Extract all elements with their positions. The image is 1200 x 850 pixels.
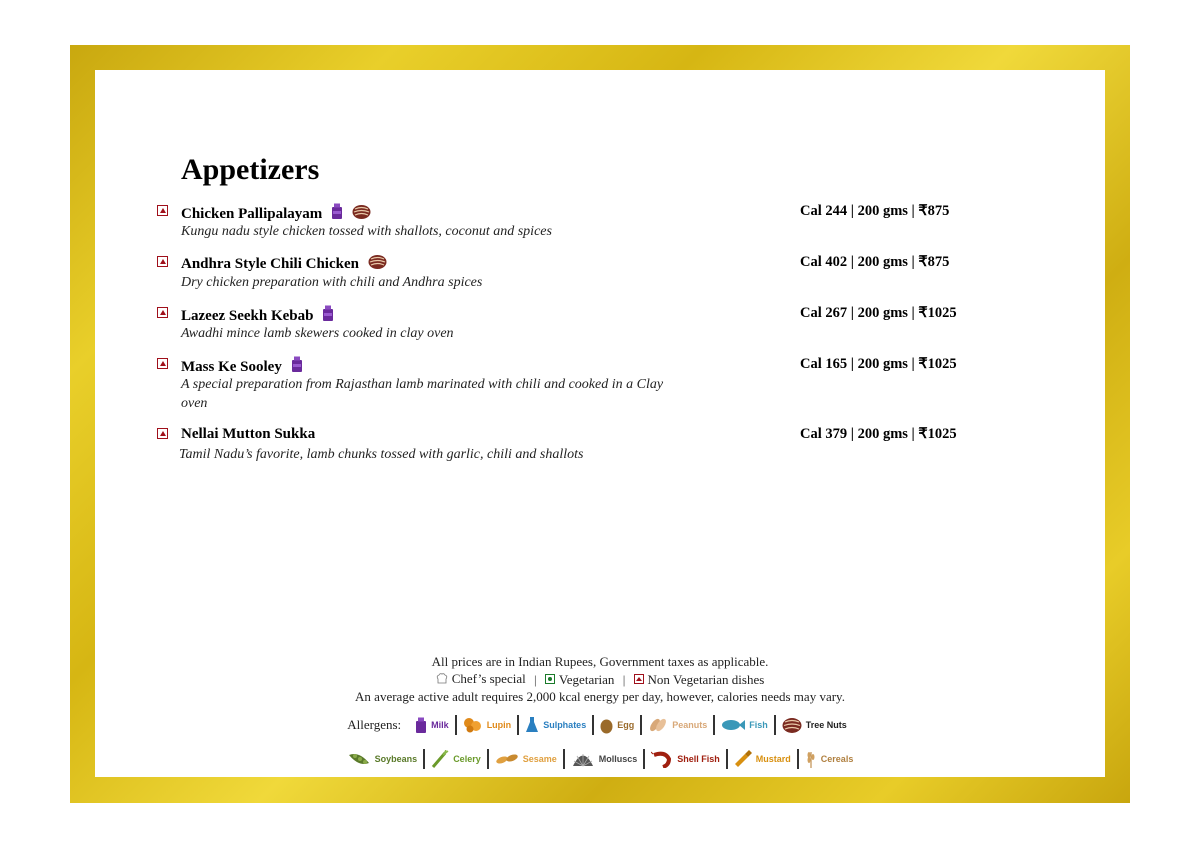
allergen-label: Egg <box>617 720 635 730</box>
allergen-lupin <box>457 715 520 735</box>
fish-icon <box>721 718 745 732</box>
allergen-legend-row <box>95 749 1105 769</box>
menu-page <box>95 70 1105 777</box>
allergen-label: Fish <box>749 720 768 730</box>
milk-icon <box>415 717 427 734</box>
allergen-label: Shell Fish <box>677 754 720 764</box>
allergen-mustard <box>728 749 799 769</box>
mustard-icon <box>734 750 752 768</box>
item-meta: Cal 244 | 200 gms | ₹875 <box>800 203 950 219</box>
allergen-shell-fish <box>645 749 728 769</box>
non-veg-marker-icon <box>157 256 168 267</box>
chef-special-label: Chef’s special <box>451 671 526 686</box>
allergen-label: Mustard <box>755 754 791 764</box>
allergen-label: Cereals <box>820 754 854 764</box>
allergen-label: Tree Nuts <box>805 720 847 730</box>
allergen-label: Celery <box>453 754 481 764</box>
non-veg-marker-icon <box>634 674 644 684</box>
allergen-sulphates <box>519 715 594 735</box>
price-note: All prices are in Indian Rupees, Government taxes as applicable. <box>431 654 769 669</box>
soybeans-icon <box>347 751 371 767</box>
non-veg-marker-icon <box>157 307 168 318</box>
section-title: Appetizers <box>181 153 320 186</box>
item-description: Dry chicken preparation with chili and Andhra spices <box>181 275 483 290</box>
allergen-peanuts <box>642 715 715 735</box>
tree-nuts-icon <box>368 254 387 275</box>
allergen-fish <box>715 715 776 735</box>
item-meta: Cal 267 | 200 gms | ₹1025 <box>800 305 957 321</box>
item-name: Chicken Pallipalayam <box>181 206 323 222</box>
divider: | <box>533 672 537 687</box>
allergen-cereals <box>799 749 860 769</box>
allergen-label: Sulphates <box>543 720 587 730</box>
allergen-sesame <box>489 749 565 769</box>
allergen-tree-nuts <box>776 715 853 735</box>
item-description: Kungu nadu style chicken tossed with shallots, coconut and spices <box>181 224 552 239</box>
item-meta: Cal 402 | 200 gms | ₹875 <box>800 254 950 270</box>
chef-hat-icon <box>436 673 448 684</box>
allergen-label: Milk <box>431 720 449 730</box>
item-name: Andhra Style Chili Chicken <box>181 256 359 272</box>
egg-icon <box>600 717 613 734</box>
item-name: Lazeez Seekh Kebab <box>181 308 314 324</box>
allergen-label: Sesame <box>522 754 557 764</box>
item-name: Mass Ke Sooley <box>181 359 282 375</box>
item-description: Awadhi mince lamb skewers cooked in clay oven <box>181 326 454 341</box>
item-meta: Cal 379 | 200 gms | ₹1025 <box>800 426 957 442</box>
veg-marker-icon <box>545 674 555 684</box>
item-description: A special preparation from Rajasthan lamb marinated with chili and cooked in a Clay oven <box>181 377 664 411</box>
peanuts-icon <box>648 717 668 733</box>
item-meta: Cal 165 | 200 gms | ₹1025 <box>800 356 957 372</box>
footer-notes <box>95 653 1105 705</box>
allergen-legend-row <box>95 715 1105 735</box>
allergen-molluscs <box>565 749 646 769</box>
non-veg-label: Non Vegetarian dishes <box>647 671 765 687</box>
lupin-icon <box>463 717 483 733</box>
allergen-egg <box>594 715 642 735</box>
allergen-celery <box>425 749 489 769</box>
allergen-soybeans <box>341 749 426 769</box>
non-veg-marker-icon <box>157 205 168 216</box>
legend-line <box>95 670 1105 688</box>
divider: | <box>622 672 626 687</box>
allergens-label: Allergens: <box>347 717 402 732</box>
sulphates-icon <box>525 716 539 734</box>
allergen-label: Molluscs <box>598 754 638 764</box>
cereals-icon <box>805 750 817 768</box>
tree-nuts-icon <box>782 717 802 734</box>
molluscs-icon <box>571 751 595 768</box>
allergen-label: Lupin <box>486 720 512 730</box>
calorie-note: An average active adult requires 2,000 kcal energy per day, however, calories needs may vary. <box>355 689 845 704</box>
allergen-milk <box>409 715 457 735</box>
sesame-icon <box>495 752 519 766</box>
non-veg-marker-icon <box>157 428 168 439</box>
shell-fish-icon <box>651 751 673 768</box>
allergen-label: Peanuts <box>672 720 708 730</box>
vegetarian-label: Vegetarian <box>558 671 615 687</box>
item-name: Nellai Mutton Sukka <box>181 426 316 442</box>
non-veg-marker-icon <box>157 358 168 369</box>
celery-icon <box>431 750 449 768</box>
allergen-label: Soybeans <box>374 754 418 764</box>
gold-frame <box>70 45 1130 803</box>
item-description: Tamil Nadu’s favorite, lamb chunks tossed with garlic, chili and shallots <box>179 447 584 462</box>
